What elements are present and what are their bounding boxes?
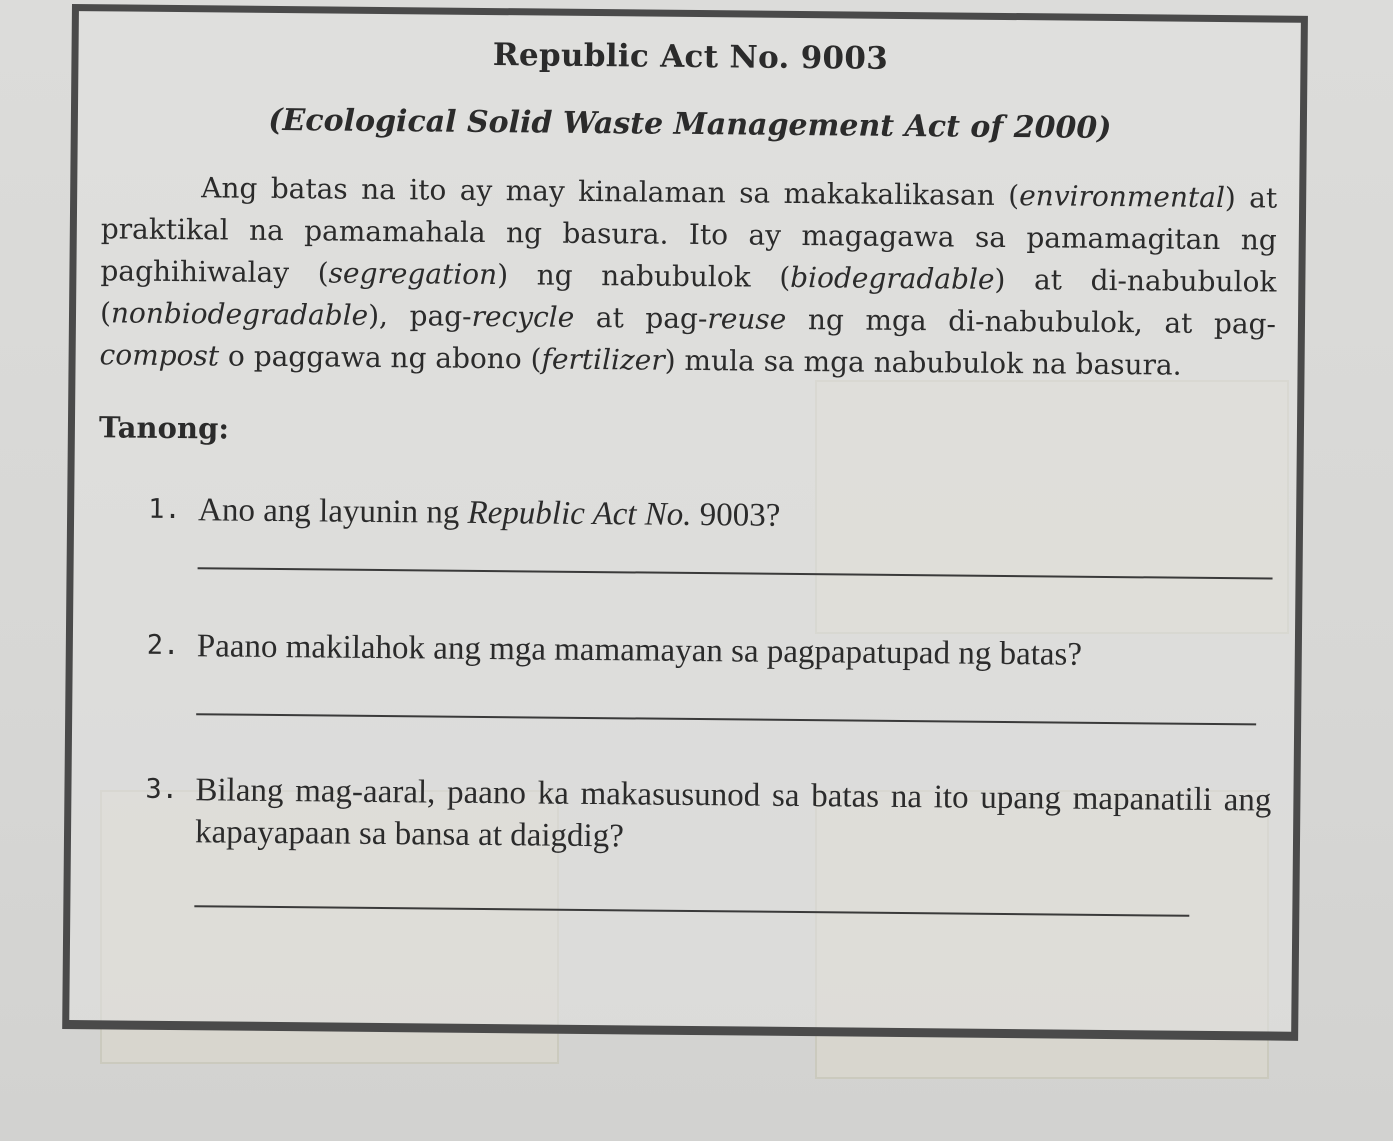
paragraph-segment: ), pag- (368, 298, 472, 333)
paragraph-segment: ng mga di-nabubulok, at pag- (786, 302, 1277, 341)
question-text: Bilang mag-aaral, paano ka makasusunod sa batas na ito upang mapanatili ang kapayapaan sa bansa at daigdig? (194, 772, 1272, 855)
paragraph-segment: ) at praktikal na pamamahala ng basura. Ito ay magagawa sa pamamagitan ng paghihiwalay ( (100, 181, 1278, 290)
answer-line-1[interactable] (198, 567, 1273, 579)
question-text: Paano makilahok ang mga mamamayan sa pagpapatupad ng batas? (196, 628, 1083, 673)
document-title: Republic Act No. 9003 (492, 37, 889, 77)
question-number: 3. (145, 773, 179, 806)
paragraph-segment: nonbiodegradable (110, 296, 369, 332)
paragraph-segment: recycle (471, 299, 575, 334)
question-2 (147, 625, 1273, 678)
paragraph-segment: ) ng nabubulok ( (496, 258, 791, 294)
paragraph-segment: compost (99, 338, 220, 373)
document-box (62, 4, 1308, 1041)
answer-line-2[interactable] (196, 713, 1256, 725)
paragraph-segment: environmental (1019, 179, 1226, 215)
paragraph-segment: reuse (707, 302, 787, 336)
paragraph-segment: o paggawa ng abono ( (218, 339, 542, 376)
paragraph-segment: Ang batas na ito ay may kinalaman sa makakalikasan ( (201, 171, 1020, 213)
question-text-part: Ano ang layunin ng (197, 492, 468, 531)
question-number: 2. (146, 629, 180, 662)
document-content (94, 29, 1278, 917)
questions-heading: Tanong: (98, 410, 230, 446)
paragraph-segment: ) mula sa mga nabubulok na basura. (664, 343, 1182, 382)
question-text (198, 489, 1274, 541)
body-paragraph (99, 166, 1277, 387)
paragraph-segment: fertilizer (541, 342, 665, 377)
question-number: 1. (148, 493, 181, 526)
question-text-part: Republic Act No. (467, 494, 692, 533)
paragraph-segment: ) at di-nabubulok ( (99, 262, 1277, 330)
paragraph-segment: at pag- (574, 300, 708, 336)
question-3 (145, 769, 1272, 864)
question-text-part: 9003? (691, 496, 781, 534)
question-1 (148, 489, 1274, 542)
paragraph-segment: segregation (328, 256, 498, 292)
paragraph-segment: biodegradable (790, 260, 995, 296)
answer-line-3[interactable] (194, 905, 1189, 917)
document-subtitle: (Ecological Solid Waste Management Act of 2000) (268, 102, 1112, 146)
